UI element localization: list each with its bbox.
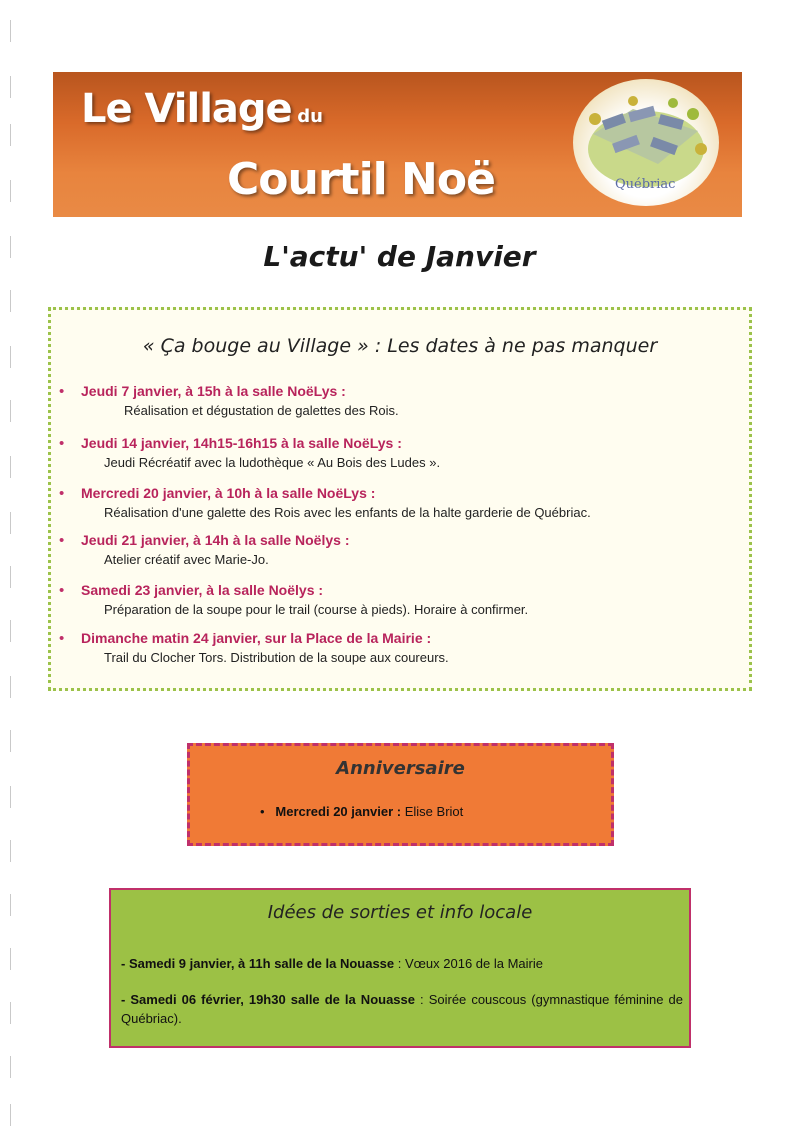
event-title: Jeudi 14 janvier, 14h15-16h15 à la salle NoëLys : [81,435,402,451]
logo-caption: Québriac [615,177,676,192]
event-title: Mercredi 20 janvier, à 10h à la salle NoëLys : [81,485,376,501]
bullet-icon: • [59,630,65,647]
bullet-icon: • [59,435,65,452]
event-desc: Préparation de la soupe pour le trail (course à pieds). Horaire à confirmer. [104,602,529,617]
village-logo [573,79,719,206]
anniversary-item [260,804,463,819]
anniversary-box [187,743,614,846]
outing-date: - Samedi 9 janvier, à 11h salle de la Nouasse [121,956,395,971]
banner-title-part2: Courtil Noë [227,154,495,205]
event-title: Jeudi 7 janvier, à 15h à la salle NoëLys : [81,383,346,399]
outings-box [109,888,691,1048]
outings-heading: Idées de sorties et info locale [267,902,533,923]
banner-title-part1: Le Village [81,86,292,132]
header-banner [53,72,742,217]
event-desc: Trail du Clocher Tors. Distribution de la soupe aux coureurs. [104,650,449,665]
anniversary-name: Elise Briot [401,804,464,819]
outing-item [121,956,543,971]
outing-item [121,990,683,1028]
outing-text: : Soirée couscous (gymnastique féminine de Québriac). [121,992,684,1026]
page-title: L'actu' de Janvier [263,240,536,273]
events-heading: « Ça bouge au Village » : Les dates à ne pas manquer [142,335,658,357]
binder-margin [6,0,20,1130]
events-box [48,307,752,691]
outing-date: - Samedi 06 février, 19h30 salle de la Nouasse [121,992,415,1007]
banner-title-du: du [297,106,323,127]
bullet-icon: • [59,532,65,549]
event-desc: Atelier créatif avec Marie-Jo. [104,552,269,567]
event-title: Jeudi 21 janvier, à 14h à la salle Noëlys : [81,532,350,548]
bullet-icon: • [260,804,276,819]
event-desc: Jeudi Récréatif avec la ludothèque « Au Bois des Ludes ». [104,455,441,470]
anniversary-heading: Anniversaire [336,758,465,779]
bullet-icon: • [59,485,65,502]
event-desc: Réalisation d'une galette des Rois avec les enfants de la halte garderie de Québriac. [104,505,591,520]
bullet-icon: • [59,582,65,599]
outing-text: : Vœux 2016 de la Mairie [394,956,544,971]
bullet-icon: • [59,383,65,400]
event-title: Samedi 23 janvier, à la salle Noëlys : [81,582,324,598]
event-desc: Réalisation et dégustation de galettes des Rois. [124,403,399,418]
anniversary-date: Mercredi 20 janvier : [275,804,402,819]
event-title: Dimanche matin 24 janvier, sur la Place de la Mairie : [81,630,432,646]
